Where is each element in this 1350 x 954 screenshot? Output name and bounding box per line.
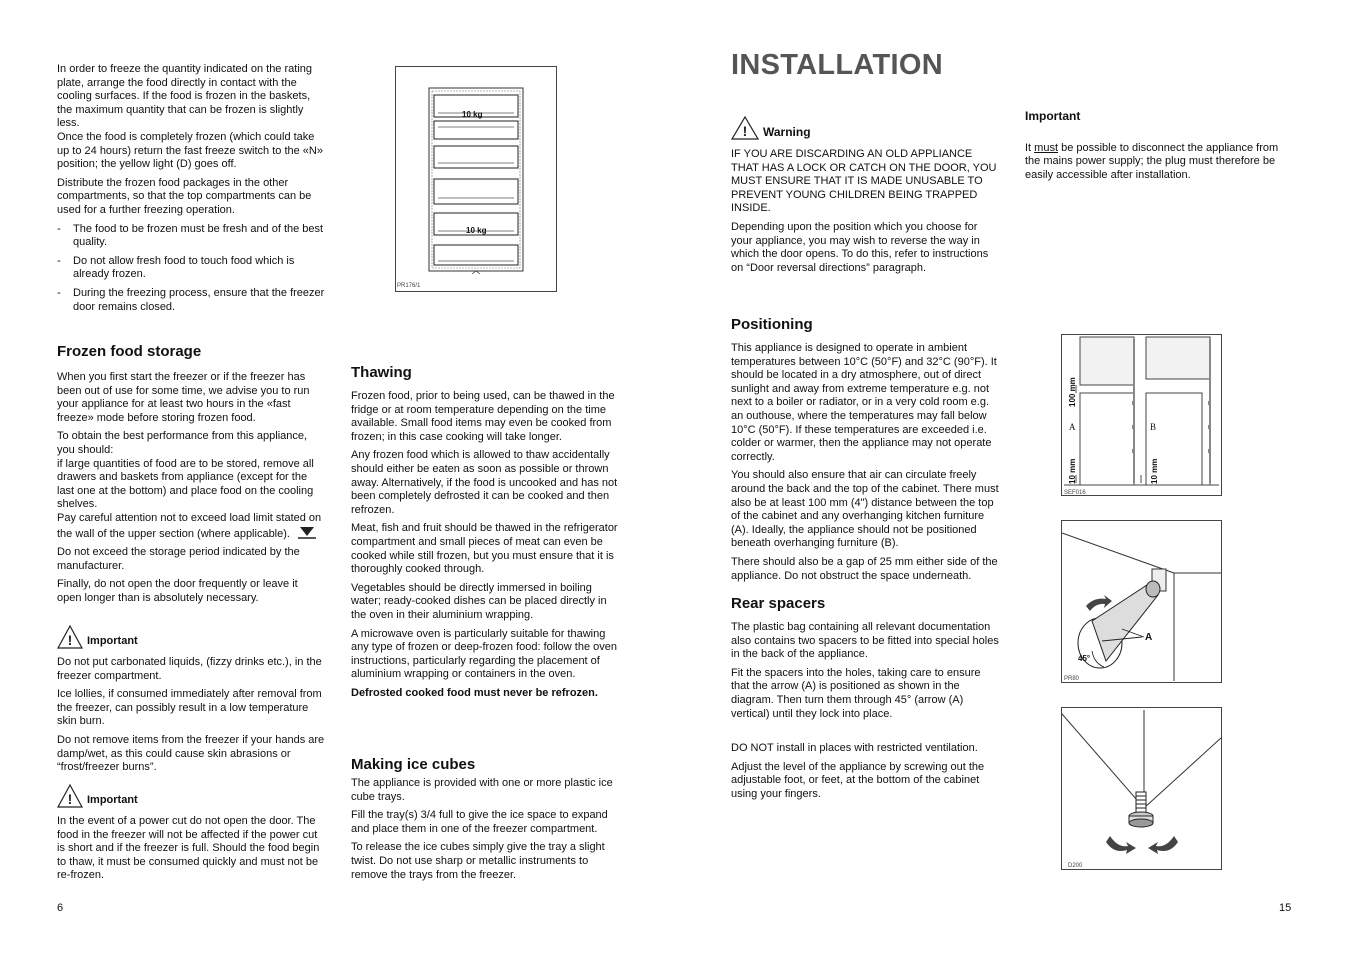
paragraph: DO NOT install in places with restricted ventilation. bbox=[731, 742, 978, 755]
intro-paragraph: Distribute the frozen food packages in the other compartments, so that the top compartments can be used for a further freezing operation. bbox=[57, 176, 312, 216]
paragraph: Vegetables should be directly immersed in boiling water; ready-cooked dishes can be placed directly in the oven in their aluminium wrapping. bbox=[351, 581, 607, 621]
paragraph: IF YOU ARE DISCARDING AN OLD APPLIANCE THAT HAS A LOCK OR CATCH ON THE DOOR, YOU MUST ENSURE THAT IT IS MADE UNUSABLE TO PREVENT YOUNG CHILDREN BEING TRAPPED INSIDE. bbox=[731, 148, 997, 215]
paragraph: It must be possible to disconnect the appliance from the mains power supply; the plug must therefore be easily accessible after installation. bbox=[1025, 141, 1279, 181]
section-heading: Rear spacers bbox=[731, 595, 826, 613]
paragraph: The plastic bag containing all relevant documentation also contains two spacers to be fitted into special holes in the back of the appliance. bbox=[731, 621, 999, 661]
ice-cubes-section bbox=[351, 756, 619, 887]
clearance-diagram-drawing bbox=[1062, 335, 1221, 495]
freezer-drawers-drawing bbox=[396, 67, 556, 291]
important-block bbox=[57, 784, 325, 888]
position-label-b: B bbox=[1150, 422, 1157, 432]
section-heading: Frozen food storage bbox=[57, 343, 202, 360]
paragraph: Meat, fish and fruit should be thawed in the refrigerator compartment and small pieces of meat can even be cooked while still frozen, but you must ensure that it is thoroughly cooked through. bbox=[351, 522, 618, 576]
list-item: - The food to be frozen must be fresh and of the best quality. bbox=[57, 222, 324, 249]
list-item: - During the freezing process, ensure that the freezer door remains closed. bbox=[57, 286, 325, 313]
paragraph: A microwave oven is particularly suitable for thawing any type of frozen or deep-frozen food: follow the oven instructions, particularly regarding the placement of aluminium wrapping or containers in the oven. bbox=[351, 627, 617, 681]
warning-triangle-icon bbox=[57, 625, 83, 649]
spacer-arrow-label-a: A bbox=[1145, 632, 1153, 643]
page-title: INSTALLATION bbox=[731, 49, 943, 81]
svg-text:!: ! bbox=[67, 791, 73, 807]
paragraph: Ice lollies, if consumed immediately after removal from the freezer, can possibly result in a low temperature skin burn. bbox=[57, 688, 322, 728]
section-heading: Positioning bbox=[731, 316, 813, 333]
paragraph: Defrosted cooked food must never be refrozen. bbox=[351, 686, 598, 699]
figure-caption: PR176/1 bbox=[397, 283, 421, 289]
paragraph: There should also be a gap of 25 mm either side of the appliance. Do not obstruct the space underneath. bbox=[731, 555, 998, 582]
clearance-diagram-figure bbox=[1061, 334, 1222, 496]
dimension-label-10mm-a: 10 mm bbox=[1068, 458, 1077, 484]
important-heading: Important bbox=[1025, 109, 1081, 123]
adjustable-foot-figure bbox=[1061, 707, 1222, 870]
intro-section bbox=[57, 63, 325, 319]
paragraph: When you first start the freezer or if the freezer has been out of use for some time, we advise you to run your appliance for at least two hours in the «fast freeze» mode before storing frozen food. bbox=[57, 371, 310, 424]
paragraph: This appliance is designed to operate in ambient temperatures between 10°C (50°F) and 32°C (90°F). It should be located in a dry atmosphere, out of direct sunlight and away from extreme temperature e.g. not next to a boiler or radiator, or in a very cold room e.g. an outhouse, where the temperatures may fall below 10°C (50°F). If these temperatures are exceeded i.e. colder or warmer, then the appliance may not operate correctly. bbox=[731, 342, 997, 463]
paragraph: Depending upon the position which you choose for your appliance, you may wish to reverse the way in which the door opens. To do this, refer to instructions on “Door reversal directions” paragraph. bbox=[731, 220, 989, 274]
page-number: 6 bbox=[57, 902, 64, 914]
paragraph: Adjust the level of the appliance by screwing out the adjustable foot, or feet, at the bottom of the cabinet using your fingers. bbox=[731, 760, 985, 801]
paragraph: Fit the spacers into the holes, taking care to ensure that the arrow (A) is positioned as shown in the diagram. Then turn them through 45° (arrow (A) vertical) until they lock into place. bbox=[731, 666, 981, 720]
important-block bbox=[57, 625, 325, 780]
list-item: - Do not allow fresh food to touch food which is already frozen. bbox=[57, 254, 295, 281]
paragraph: Do not put carbonated liquids, (fizzy drinks etc.), in the freezer compartment. bbox=[57, 656, 322, 682]
paragraph: Any frozen food which is allowed to thaw accidentally should either be eaten as soon as possible or thrown away. Alternatively, if the food is uncooked and has not been completely defrosted it can be cooked and then refrozen. bbox=[351, 449, 618, 516]
paragraph: To obtain the best performance from this appliance, you should: bbox=[57, 430, 308, 456]
angle-label: 45° bbox=[1078, 654, 1091, 663]
figure-caption: SEF016 bbox=[1064, 490, 1086, 496]
figure-caption: PR80 bbox=[1064, 676, 1080, 682]
positioning-section bbox=[731, 316, 999, 807]
load-limit-label-top: 10 kg bbox=[462, 110, 483, 119]
figure-caption: D200 bbox=[1068, 863, 1083, 869]
paragraph: Fill the tray(s) 3/4 full to give the ice space to expand and place them in one of the freezer compartment. bbox=[351, 809, 608, 835]
paragraph: To release the ice cubes simply give the tray a slight twist. Do not use sharp or metallic instruments to remove the trays from the freezer. bbox=[351, 841, 605, 881]
important-section bbox=[1025, 110, 1295, 187]
dimension-label-10mm-b: 10 mm bbox=[1150, 458, 1159, 484]
position-label-a: A bbox=[1069, 422, 1076, 432]
paragraph: Finally, do not open the door frequently or leave it open longer than is absolutely necessary. bbox=[57, 578, 298, 604]
paragraph: Frozen food, prior to being used, can be thawed in the fridge or at room temperature depending on the time available. Small food items may even be cooked from frozen; in this case cooking will take longer. bbox=[351, 390, 615, 443]
section-heading: Thawing bbox=[351, 364, 412, 381]
paragraph: The appliance is provided with one or more plastic ice cube trays. bbox=[351, 777, 613, 803]
load-limit-symbol-icon bbox=[296, 526, 318, 540]
page-number: 15 bbox=[1279, 902, 1292, 914]
intro-paragraph: In order to freeze the quantity indicated on the rating plate, arrange the food directly in contact with the cooling surfaces. If the food is frozen in the baskets, the maximum quantity that can be frozen is slightly less. bbox=[57, 63, 312, 130]
warning-heading: ! Warning bbox=[731, 116, 999, 140]
paragraph: if large quantities of food are to be stored, remove all drawers and baskets from appliance (except for the last one at the bottom) and place food on the cooling shelves. bbox=[57, 457, 314, 511]
load-limit-label-bottom: 10 kg bbox=[466, 226, 487, 235]
important-heading: ! Important bbox=[57, 784, 325, 808]
section-heading: Making ice cubes bbox=[351, 756, 476, 773]
freezer-drawers-figure bbox=[395, 66, 557, 292]
thawing-section bbox=[351, 364, 619, 705]
warning-section bbox=[731, 116, 999, 280]
paragraph: In the event of a power cut do not open the door. The food in the freezer will not be affected if the power cut is short and if the freezer is full. Should the food begin to thaw, it must be consumed quickly and must not be re-frozen. bbox=[57, 815, 320, 882]
paragraph: You should also ensure that air can circulate freely around the back and the top of the cabinet. There must also be at least 100 mm (4") distance between the top of the cabinet and any overhanging kitchen furniture (A). Ideally, the appliance should not be positioned beneath overhanging furniture (B). bbox=[731, 469, 999, 550]
rear-spacer-figure bbox=[1061, 520, 1222, 683]
paragraph: Do not exceed the storage period indicated by the manufacturer. bbox=[57, 546, 300, 572]
svg-text:!: ! bbox=[742, 123, 748, 139]
warning-triangle-icon bbox=[57, 784, 83, 808]
svg-text:!: ! bbox=[67, 632, 73, 648]
important-heading: ! Important bbox=[57, 625, 325, 649]
dimension-label-100mm: 100 mm bbox=[1068, 377, 1077, 407]
adjustable-foot-drawing bbox=[1062, 708, 1221, 869]
frozen-storage-section bbox=[57, 343, 325, 611]
paragraph: Do not remove items from the freezer if your hands are damp/wet, as this could cause skin abrasions or “frost/freezer burns”. bbox=[57, 733, 325, 774]
paragraph: Pay careful attention not to exceed load limit stated on the wall of the upper section (where applicable). bbox=[57, 511, 322, 540]
warning-triangle-icon bbox=[731, 116, 759, 140]
intro-paragraph: Once the food is completely frozen (which could take up to 24 hours) return the fast freeze switch to the «N» position; the yellow light (D) goes off. bbox=[57, 130, 323, 171]
